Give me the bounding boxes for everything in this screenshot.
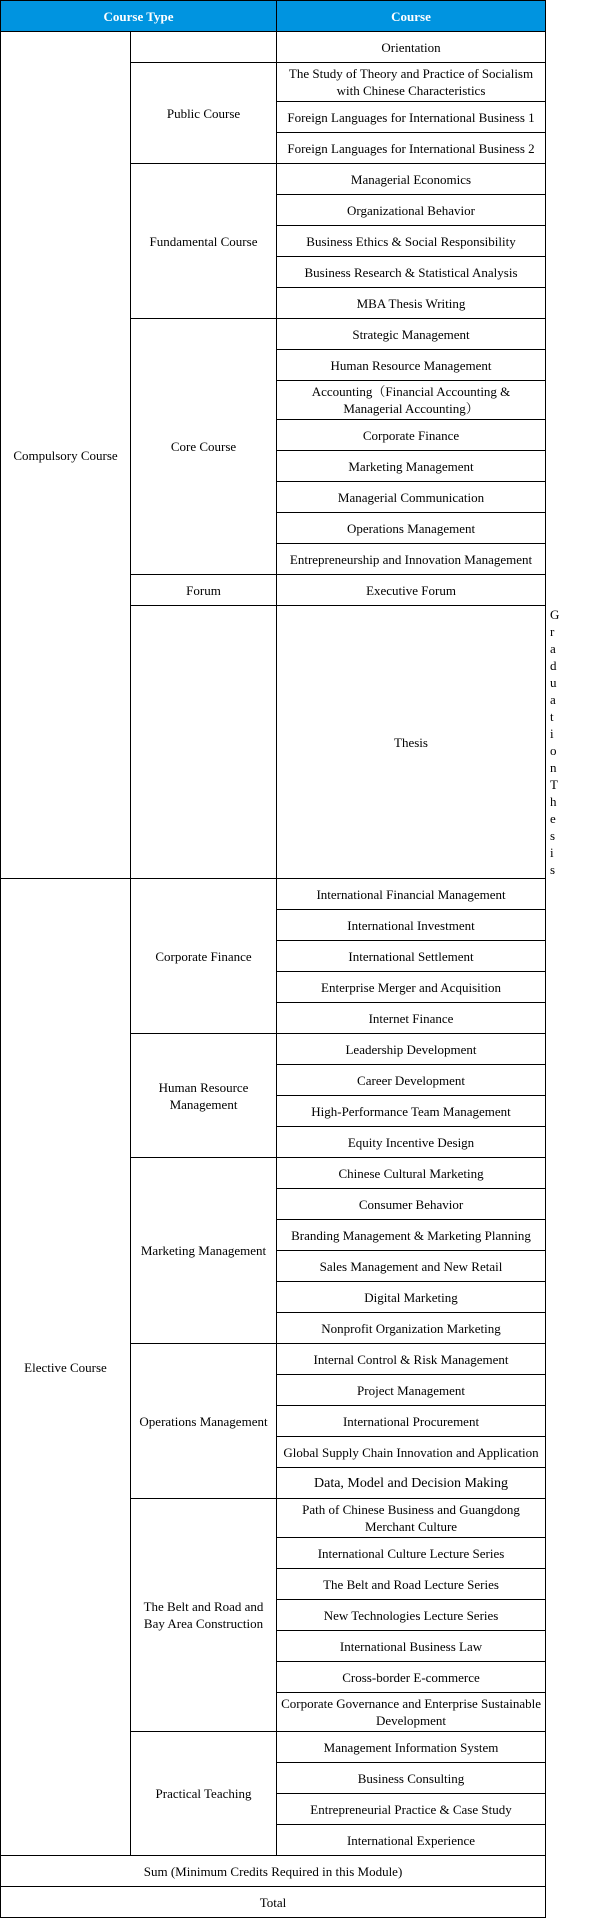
course-cell: Sales Management and New Retail [277, 1251, 546, 1282]
subcategory-public: Public Course [131, 63, 277, 164]
header-course-type: Course Type [1, 1, 277, 32]
subcategory-operations: Operations Management [131, 1344, 277, 1499]
course-cell: International Procurement [277, 1406, 546, 1437]
header-course: Course [277, 1, 546, 32]
course-cell: Foreign Languages for International Business 1 [277, 102, 546, 133]
subcategory-belt-road: The Belt and Road and Bay Area Construction [131, 1499, 277, 1732]
course-cell: International Settlement [277, 941, 546, 972]
course-cell: The Belt and Road Lecture Series [277, 1569, 546, 1600]
sum-row [1, 1856, 546, 1887]
course-cell: Foreign Languages for International Business 2 [277, 133, 546, 164]
course-cell: Strategic Management [277, 319, 546, 350]
table-row [1, 879, 546, 910]
subcategory-hrm: Human Resource Management [131, 1034, 277, 1158]
course-cell: Business Consulting [277, 1763, 546, 1794]
subcategory-forum: Forum [131, 575, 277, 606]
course-cell: Entrepreneurial Practice & Case Study [277, 1794, 546, 1825]
course-cell: High-Performance Team Management [277, 1096, 546, 1127]
course-cell: Equity Incentive Design [277, 1127, 546, 1158]
sum-label: Sum (Minimum Credits Required in this Module) [1, 1856, 546, 1887]
course-cell: Cross-border E-commerce [277, 1662, 546, 1693]
course-cell: Managerial Communication [277, 482, 546, 513]
subcategory-practical: Practical Teaching [131, 1732, 277, 1856]
course-cell: Corporate Finance [277, 420, 546, 451]
course-cell: Internet Finance [277, 1003, 546, 1034]
course-cell: Branding Management & Marketing Planning [277, 1220, 546, 1251]
course-cell: Operations Management [277, 513, 546, 544]
course-cell: Entrepreneurship and Innovation Management [277, 544, 546, 575]
course-cell: Leadership Development [277, 1034, 546, 1065]
subcategory-empty [131, 32, 277, 63]
course-cell: Managerial Economics [277, 164, 546, 195]
course-cell: Organizational Behavior [277, 195, 546, 226]
subcategory-fundamental: Fundamental Course [131, 164, 277, 319]
course-cell: Consumer Behavior [277, 1189, 546, 1220]
course-cell: Nonprofit Organization Marketing [277, 1313, 546, 1344]
course-cell: Corporate Governance and Enterprise Sustainable Development [277, 1693, 546, 1732]
course-cell: Enterprise Merger and Acquisition [277, 972, 546, 1003]
subcategory-core: Core Course [131, 319, 277, 575]
subcategory-corporate-finance: Corporate Finance [131, 879, 277, 1034]
course-cell: International Culture Lecture Series [277, 1538, 546, 1569]
course-cell: The Study of Theory and Practice of Socialism with Chinese Characteristics [277, 63, 546, 102]
category-elective: Elective Course [1, 879, 131, 1856]
course-cell: Digital Marketing [277, 1282, 546, 1313]
course-cell: Chinese Cultural Marketing [277, 1158, 546, 1189]
course-cell: MBA Thesis Writing [277, 288, 546, 319]
course-cell: International Experience [277, 1825, 546, 1856]
course-cell: Accounting（Financial Accounting & Managerial Accounting） [277, 381, 546, 420]
course-cell: Management Information System [277, 1732, 546, 1763]
course-cell: Data, Model and Decision Making [277, 1468, 546, 1499]
course-cell: International Business Law [277, 1631, 546, 1662]
course-cell: Global Supply Chain Innovation and Application [277, 1437, 546, 1468]
table-row [1, 32, 546, 63]
total-row [1, 1887, 546, 1918]
category-compulsory: Compulsory Course [1, 32, 131, 879]
table-header-row [1, 1, 546, 32]
course-cell: Business Ethics & Social Responsibility [277, 226, 546, 257]
course-cell: Career Development [277, 1065, 546, 1096]
course-cell: Executive Forum [277, 575, 546, 606]
course-cell: Path of Chinese Business and Guangdong Merchant Culture [277, 1499, 546, 1538]
course-cell: International Investment [277, 910, 546, 941]
course-cell: Internal Control & Risk Management [277, 1344, 546, 1375]
course-cell: Project Management [277, 1375, 546, 1406]
subcategory-marketing: Marketing Management [131, 1158, 277, 1344]
course-cell: Marketing Management [277, 451, 546, 482]
course-cell: Orientation [277, 32, 546, 63]
category-empty [131, 606, 277, 879]
total-label: Total [1, 1887, 546, 1918]
course-cell: International Financial Management [277, 879, 546, 910]
course-cell: Human Resource Management [277, 350, 546, 381]
course-cell: New Technologies Lecture Series [277, 1600, 546, 1631]
table-row: Thesis Graduation Thesis [1, 606, 546, 879]
subcategory-thesis: Thesis [277, 606, 546, 879]
course-cell: Business Research & Statistical Analysis [277, 257, 546, 288]
